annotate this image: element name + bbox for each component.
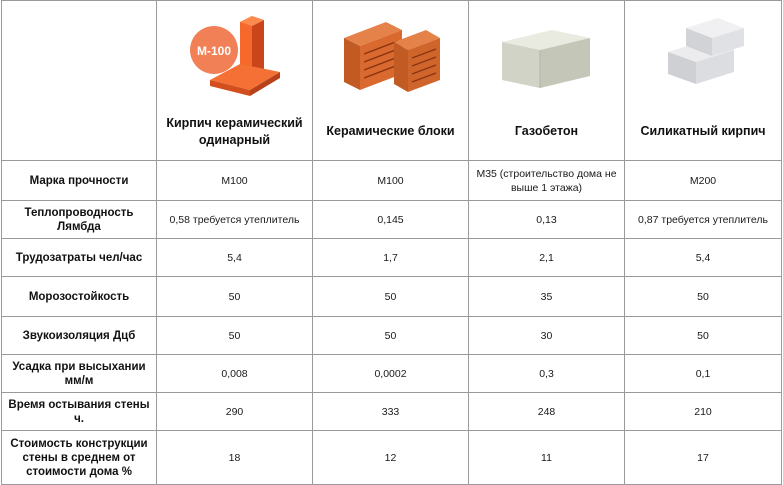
table-cell: 1,7 (313, 239, 469, 277)
row-label: Теплопроводность Лямбда (2, 201, 157, 239)
table-cell: 5,4 (625, 239, 782, 277)
table-cell: М200 (625, 161, 782, 201)
table-cell: 333 (313, 393, 469, 431)
row-label: Усадка при высыхании мм/м (2, 355, 157, 393)
row-label: Морозостойкость (2, 277, 157, 317)
aerated-concrete-icon (492, 8, 602, 100)
ceramic-block-icon (336, 8, 446, 100)
table-row (2, 161, 782, 201)
table-cell: 0,0002 (313, 355, 469, 393)
table-cell: 0,87 требуется утеплитель (625, 201, 782, 239)
table-row (2, 277, 782, 317)
table-cell: 50 (625, 277, 782, 317)
corner-cell (2, 1, 157, 161)
table-row (2, 355, 782, 393)
table-cell: М35 (строительство дома не выше 1 этажа) (469, 161, 625, 201)
table-cell: 18 (157, 431, 313, 485)
row-label: Время остывания стены ч. (2, 393, 157, 431)
table-cell: 0,008 (157, 355, 313, 393)
table-row (2, 239, 782, 277)
table-cell: 210 (625, 393, 782, 431)
row-label: Марка прочности (2, 161, 157, 201)
row-label: Звукоизоляция Дцб (2, 317, 157, 355)
table-cell: 30 (469, 317, 625, 355)
table-cell: 290 (157, 393, 313, 431)
table-cell: 0,145 (313, 201, 469, 239)
ceramic-brick-icon (180, 8, 290, 100)
table-cell: 50 (313, 317, 469, 355)
table-cell: 2,1 (469, 239, 625, 277)
product-name: Керамические блоки (326, 124, 455, 138)
table-cell: 50 (157, 317, 313, 355)
table-cell: 50 (625, 317, 782, 355)
table-cell: 248 (469, 393, 625, 431)
table-cell: М100 (313, 161, 469, 201)
row-label: Стоимость конструкции стены в среднем от стоимости дома % (2, 431, 157, 485)
table-cell: 17 (625, 431, 782, 485)
table-row (2, 201, 782, 239)
column-header-silicate-brick (625, 1, 782, 161)
column-header-ceramic-blocks (313, 1, 469, 161)
table-row (2, 393, 782, 431)
table-cell: 50 (313, 277, 469, 317)
table-cell: 35 (469, 277, 625, 317)
table-cell: 0,13 (469, 201, 625, 239)
column-header-aerated-concrete (469, 1, 625, 161)
brick-badge-text: M-100 (196, 43, 231, 58)
table-cell: 5,4 (157, 239, 313, 277)
column-header-ceramic-brick (157, 1, 313, 161)
row-label: Трудозатраты чел/час (2, 239, 157, 277)
table-cell: М100 (157, 161, 313, 201)
table-cell: 12 (313, 431, 469, 485)
product-name: Силикатный кирпич (640, 124, 766, 138)
table-cell: 0,1 (625, 355, 782, 393)
comparison-table (1, 0, 782, 485)
table-cell: 0,58 требуется утеплитель (157, 201, 313, 239)
table-cell: 50 (157, 277, 313, 317)
table-cell: 11 (469, 431, 625, 485)
header-row (2, 1, 782, 161)
table-row (2, 317, 782, 355)
product-name: Газобетон (514, 124, 579, 138)
table-cell: 0,3 (469, 355, 625, 393)
product-name: Кирпич керамический одинарный (166, 115, 303, 147)
table-row (2, 431, 782, 485)
silicate-brick-icon (648, 8, 758, 100)
